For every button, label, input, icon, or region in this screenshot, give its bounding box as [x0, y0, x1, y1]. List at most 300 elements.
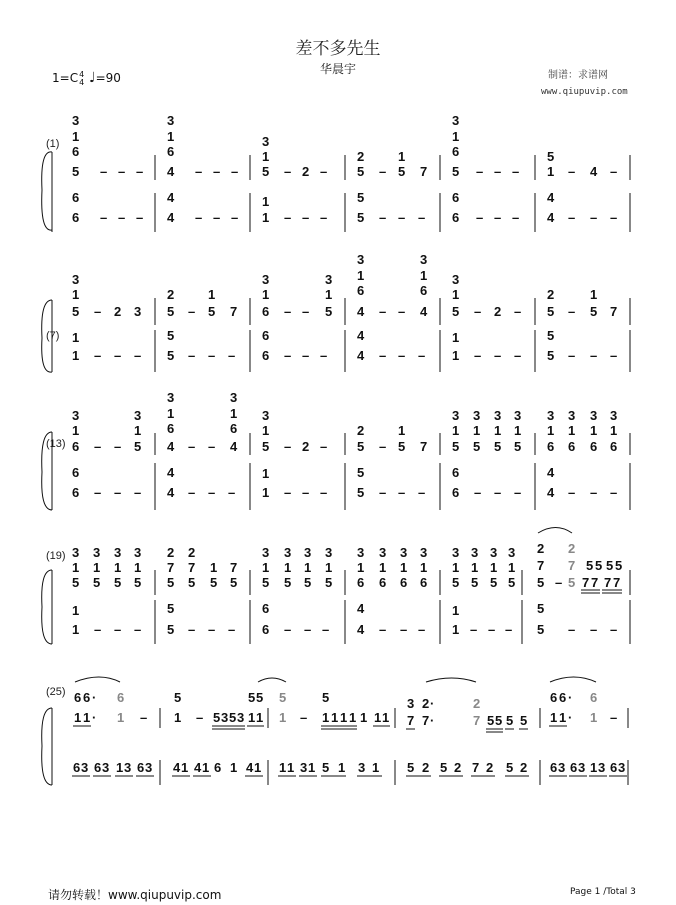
svg-text:6: 6: [452, 210, 460, 225]
svg-text:2: 2: [547, 287, 555, 302]
svg-text:1: 1: [452, 622, 460, 637]
svg-text:3: 3: [420, 545, 428, 560]
notes-system-5: [73, 690, 625, 775]
svg-text:1: 1: [72, 560, 80, 575]
svg-text:5: 5: [114, 575, 122, 590]
svg-text:6: 6: [400, 575, 408, 590]
svg-text:5: 5: [93, 575, 101, 590]
svg-text:5: 5: [495, 713, 503, 728]
svg-text:–: –: [228, 485, 236, 500]
svg-text:6: 6: [379, 575, 387, 590]
svg-text:–: –: [114, 439, 122, 454]
svg-text:5: 5: [494, 439, 502, 454]
svg-text:5: 5: [407, 760, 415, 775]
svg-text:–: –: [379, 348, 387, 363]
svg-text:–: –: [94, 439, 102, 454]
svg-text:–: –: [284, 622, 292, 637]
svg-text:5: 5: [248, 690, 256, 705]
svg-text:1: 1: [72, 287, 80, 302]
svg-text:2: 2: [473, 696, 481, 711]
svg-text:4: 4: [167, 164, 175, 179]
svg-text:7: 7: [613, 575, 621, 590]
svg-text:·: ·: [568, 710, 573, 725]
svg-text:5: 5: [72, 164, 80, 179]
svg-text:1: 1: [210, 560, 218, 575]
svg-text:–: –: [379, 210, 387, 225]
svg-text:6: 6: [357, 575, 365, 590]
svg-text:–: –: [188, 304, 196, 319]
svg-text:5: 5: [210, 575, 218, 590]
svg-text:–: –: [213, 164, 221, 179]
svg-text:5: 5: [357, 465, 365, 480]
svg-text:6: 6: [590, 439, 598, 454]
svg-text:1: 1: [547, 423, 555, 438]
svg-text:–: –: [188, 439, 196, 454]
svg-text:6: 6: [590, 690, 598, 705]
svg-text:5: 5: [547, 328, 555, 343]
svg-text:2: 2: [114, 304, 122, 319]
svg-text:5: 5: [174, 690, 182, 705]
svg-text:–: –: [94, 622, 102, 637]
svg-text:–: –: [494, 210, 502, 225]
svg-text:7: 7: [230, 560, 238, 575]
svg-text:–: –: [284, 439, 292, 454]
svg-text:6: 6: [420, 575, 428, 590]
svg-text:5: 5: [490, 575, 498, 590]
svg-text:–: –: [610, 622, 618, 637]
svg-text:–: –: [284, 348, 292, 363]
svg-text:3: 3: [93, 545, 101, 560]
svg-text:1: 1: [202, 760, 210, 775]
svg-text:6: 6: [452, 190, 460, 205]
svg-text:2: 2: [494, 304, 502, 319]
svg-text:–: –: [284, 164, 292, 179]
svg-text:–: –: [379, 622, 387, 637]
song-title: 差不多先生: [295, 39, 381, 59]
svg-text:4: 4: [547, 190, 555, 205]
svg-text:6: 6: [72, 210, 80, 225]
measure-label: (25): [46, 686, 66, 698]
svg-text:1: 1: [398, 149, 406, 164]
svg-text:1: 1: [590, 710, 598, 725]
svg-text:7: 7: [188, 560, 196, 575]
svg-text:1: 1: [248, 710, 256, 725]
svg-text:4: 4: [167, 210, 175, 225]
svg-text:–: –: [505, 622, 513, 637]
svg-text:–: –: [322, 622, 330, 637]
svg-text:3: 3: [558, 760, 566, 775]
svg-text:3: 3: [452, 408, 460, 423]
svg-text:1: 1: [262, 210, 270, 225]
svg-text:3: 3: [452, 545, 460, 560]
svg-text:5: 5: [615, 558, 623, 573]
svg-text:3: 3: [134, 408, 142, 423]
svg-text:–: –: [398, 485, 406, 500]
svg-text:6: 6: [137, 760, 145, 775]
svg-text:1: 1: [398, 423, 406, 438]
svg-text:1: 1: [349, 710, 357, 725]
svg-text:3: 3: [102, 760, 110, 775]
svg-text:5: 5: [568, 575, 576, 590]
svg-text:6: 6: [117, 690, 125, 705]
svg-text:–: –: [379, 164, 387, 179]
svg-text:1: 1: [134, 560, 142, 575]
svg-text:–: –: [114, 622, 122, 637]
svg-text:–: –: [302, 485, 310, 500]
svg-text:3: 3: [81, 760, 89, 775]
svg-text:3: 3: [221, 710, 229, 725]
svg-text:–: –: [208, 348, 216, 363]
svg-text:–: –: [514, 485, 522, 500]
svg-text:5: 5: [537, 601, 545, 616]
svg-text:–: –: [568, 485, 576, 500]
svg-text:6: 6: [72, 485, 80, 500]
svg-text:7: 7: [610, 304, 618, 319]
svg-text:–: –: [100, 164, 108, 179]
svg-text:–: –: [100, 210, 108, 225]
svg-text:–: –: [118, 210, 126, 225]
svg-text:–: –: [304, 622, 312, 637]
svg-text:3: 3: [124, 760, 132, 775]
svg-text:1: 1: [382, 710, 390, 725]
svg-text:1: 1: [83, 710, 91, 725]
svg-text:1: 1: [181, 760, 189, 775]
svg-text:5: 5: [473, 439, 481, 454]
svg-text:5: 5: [452, 304, 460, 319]
svg-text:–: –: [320, 485, 328, 500]
svg-text:–: –: [379, 439, 387, 454]
svg-text:–: –: [320, 439, 328, 454]
svg-text:1: 1: [331, 710, 339, 725]
svg-text:3: 3: [452, 272, 460, 287]
svg-text:6: 6: [74, 690, 82, 705]
svg-text:5: 5: [586, 558, 594, 573]
svg-text:4: 4: [246, 760, 254, 775]
svg-text:2: 2: [302, 439, 310, 454]
svg-text:6: 6: [230, 421, 238, 436]
svg-text:5: 5: [229, 710, 237, 725]
svg-text:4: 4: [547, 485, 555, 500]
svg-text:2: 2: [486, 760, 494, 775]
svg-text:–: –: [213, 210, 221, 225]
svg-text:5: 5: [230, 575, 238, 590]
svg-text:1: 1: [610, 423, 618, 438]
measure-label: (13): [46, 438, 66, 450]
svg-text:3: 3: [508, 545, 516, 560]
svg-text:4: 4: [230, 439, 238, 454]
svg-text:–: –: [610, 164, 618, 179]
svg-text:6: 6: [262, 348, 270, 363]
svg-text:5: 5: [213, 710, 221, 725]
svg-text:6: 6: [72, 144, 80, 159]
svg-text:5: 5: [357, 164, 365, 179]
svg-text:3: 3: [230, 390, 238, 405]
svg-text:7: 7: [420, 439, 428, 454]
svg-text:4: 4: [167, 465, 175, 480]
measure-label: (1): [46, 138, 60, 150]
svg-text:1: 1: [230, 760, 238, 775]
svg-text:–: –: [610, 485, 618, 500]
svg-text:·: ·: [430, 696, 435, 711]
svg-text:1: 1: [420, 560, 428, 575]
svg-text:–: –: [208, 485, 216, 500]
site-url: www.qiupuvip.com: [541, 87, 628, 97]
svg-text:1: 1: [452, 330, 460, 345]
svg-text:–: –: [568, 622, 576, 637]
svg-text:1: 1: [374, 710, 382, 725]
svg-text:3: 3: [114, 545, 122, 560]
measure-label: (19): [46, 550, 66, 562]
svg-text:–: –: [474, 348, 482, 363]
svg-text:–: –: [284, 485, 292, 500]
svg-text:–: –: [400, 622, 408, 637]
svg-text:5: 5: [471, 575, 479, 590]
svg-text:–: –: [476, 210, 484, 225]
svg-text:5: 5: [547, 149, 555, 164]
svg-text:–: –: [188, 348, 196, 363]
svg-text:1: 1: [72, 622, 80, 637]
svg-text:1: 1: [325, 287, 333, 302]
svg-text:1: 1: [473, 423, 481, 438]
svg-text:3: 3: [325, 545, 333, 560]
svg-text:5: 5: [506, 760, 514, 775]
svg-text:7: 7: [230, 304, 238, 319]
svg-text:–: –: [418, 348, 426, 363]
svg-text:1: 1: [72, 129, 80, 144]
svg-text:–: –: [398, 304, 406, 319]
svg-text:–: –: [494, 485, 502, 500]
svg-text:5: 5: [590, 304, 598, 319]
svg-text:6: 6: [262, 328, 270, 343]
svg-text:6: 6: [357, 283, 365, 298]
svg-text:–: –: [488, 622, 496, 637]
svg-text:3: 3: [262, 134, 270, 149]
svg-text:1: 1: [114, 560, 122, 575]
svg-text:1: 1: [357, 560, 365, 575]
svg-text:–: –: [494, 348, 502, 363]
svg-text:3: 3: [400, 545, 408, 560]
svg-text:6: 6: [452, 144, 460, 159]
svg-text:3: 3: [262, 545, 270, 560]
svg-text:5: 5: [256, 690, 264, 705]
svg-text:2: 2: [422, 760, 430, 775]
svg-text:–: –: [134, 622, 142, 637]
svg-text:3: 3: [72, 113, 80, 128]
svg-text:3: 3: [618, 760, 626, 775]
svg-text:6: 6: [559, 690, 567, 705]
time-top: 4: [79, 69, 85, 79]
svg-text:7: 7: [537, 558, 545, 573]
svg-text:3: 3: [473, 408, 481, 423]
svg-text:5: 5: [279, 690, 287, 705]
svg-text:3: 3: [72, 408, 80, 423]
svg-text:1: 1: [452, 423, 460, 438]
svg-text:–: –: [140, 710, 148, 725]
svg-text:1: 1: [262, 560, 270, 575]
svg-text:–: –: [379, 485, 387, 500]
svg-text:5: 5: [357, 210, 365, 225]
svg-text:–: –: [188, 485, 196, 500]
key-prefix: 1=C: [52, 71, 79, 85]
svg-text:3: 3: [304, 545, 312, 560]
svg-text:1: 1: [72, 423, 80, 438]
svg-text:7: 7: [604, 575, 612, 590]
svg-text:6: 6: [610, 439, 618, 454]
svg-text:–: –: [320, 348, 328, 363]
svg-text:6: 6: [83, 690, 91, 705]
svg-text:–: –: [590, 485, 598, 500]
svg-text:3: 3: [72, 272, 80, 287]
svg-text:1: 1: [379, 560, 387, 575]
svg-text:5: 5: [167, 622, 175, 637]
svg-text:1: 1: [208, 287, 216, 302]
svg-text:·: ·: [430, 713, 435, 728]
svg-text:1: 1: [167, 406, 175, 421]
svg-text:2: 2: [357, 423, 365, 438]
svg-text:–: –: [379, 304, 387, 319]
svg-text:1: 1: [420, 268, 428, 283]
svg-text:6: 6: [94, 760, 102, 775]
svg-text:3: 3: [237, 710, 245, 725]
svg-text:3: 3: [490, 545, 498, 560]
svg-text:–: –: [494, 164, 502, 179]
time-bottom: 4: [79, 77, 85, 87]
svg-text:–: –: [590, 210, 598, 225]
svg-text:–: –: [118, 164, 126, 179]
svg-text:5: 5: [188, 575, 196, 590]
svg-text:1: 1: [262, 194, 270, 209]
svg-text:6: 6: [72, 439, 80, 454]
svg-text:–: –: [590, 622, 598, 637]
svg-text:6: 6: [167, 144, 175, 159]
svg-text:1: 1: [360, 710, 368, 725]
svg-text:1: 1: [590, 423, 598, 438]
svg-text:5: 5: [357, 485, 365, 500]
svg-text:5: 5: [72, 575, 80, 590]
svg-text:–: –: [476, 164, 484, 179]
svg-text:3: 3: [325, 272, 333, 287]
svg-text:1: 1: [550, 710, 558, 725]
svg-text:–: –: [512, 164, 520, 179]
svg-text:–: –: [284, 304, 292, 319]
svg-text:5: 5: [398, 164, 406, 179]
svg-text:–: –: [514, 348, 522, 363]
svg-text:5: 5: [452, 164, 460, 179]
tempo: =90: [95, 71, 121, 85]
svg-text:–: –: [568, 304, 576, 319]
svg-text:–: –: [568, 210, 576, 225]
svg-text:2: 2: [520, 760, 528, 775]
svg-text:3: 3: [578, 760, 586, 775]
svg-text:5: 5: [284, 575, 292, 590]
svg-text:5: 5: [208, 304, 216, 319]
svg-text:4: 4: [167, 485, 175, 500]
svg-text:2: 2: [188, 545, 196, 560]
svg-text:3: 3: [145, 760, 153, 775]
svg-text:–: –: [228, 348, 236, 363]
svg-text:–: –: [114, 485, 122, 500]
svg-text:–: –: [302, 348, 310, 363]
svg-text:–: –: [94, 485, 102, 500]
svg-text:4: 4: [357, 601, 365, 616]
svg-text:1: 1: [514, 423, 522, 438]
svg-text:–: –: [398, 210, 406, 225]
svg-text:6: 6: [550, 690, 558, 705]
svg-text:4: 4: [357, 622, 365, 637]
svg-text:7: 7: [472, 760, 480, 775]
svg-text:6: 6: [568, 439, 576, 454]
svg-text:1: 1: [308, 760, 316, 775]
svg-text:2: 2: [167, 545, 175, 560]
svg-text:1: 1: [117, 710, 125, 725]
svg-text:6: 6: [73, 760, 81, 775]
svg-text:–: –: [514, 304, 522, 319]
svg-text:4: 4: [547, 210, 555, 225]
svg-text:–: –: [610, 348, 618, 363]
svg-text:·: ·: [92, 710, 97, 725]
svg-text:3: 3: [568, 408, 576, 423]
svg-text:5: 5: [547, 348, 555, 363]
svg-text:–: –: [568, 164, 576, 179]
svg-text:5: 5: [322, 760, 330, 775]
svg-text:1: 1: [508, 560, 516, 575]
svg-text:1: 1: [322, 710, 330, 725]
svg-text:5: 5: [514, 439, 522, 454]
svg-text:–: –: [188, 622, 196, 637]
svg-text:·: ·: [92, 690, 97, 705]
svg-text:4: 4: [194, 760, 202, 775]
svg-text:3: 3: [284, 545, 292, 560]
svg-text:1: 1: [134, 423, 142, 438]
svg-text:1: 1: [452, 287, 460, 302]
svg-text:6: 6: [214, 760, 222, 775]
svg-text:1: 1: [471, 560, 479, 575]
score-maker: 制谱：求谱网: [548, 70, 608, 81]
svg-text:–: –: [195, 210, 203, 225]
svg-text:3: 3: [471, 545, 479, 560]
svg-text:3: 3: [300, 760, 308, 775]
svg-text:1: 1: [262, 485, 270, 500]
svg-text:7: 7: [422, 713, 430, 728]
svg-text:–: –: [590, 348, 598, 363]
svg-text:5: 5: [167, 601, 175, 616]
svg-text:1: 1: [452, 560, 460, 575]
svg-text:1: 1: [340, 710, 348, 725]
svg-text:5: 5: [262, 575, 270, 590]
svg-text:–: –: [320, 210, 328, 225]
svg-text:3: 3: [134, 545, 142, 560]
svg-text:6: 6: [262, 601, 270, 616]
svg-text:5: 5: [325, 575, 333, 590]
svg-text:6: 6: [167, 421, 175, 436]
svg-text:3: 3: [357, 252, 365, 267]
svg-text:2: 2: [167, 287, 175, 302]
svg-text:5: 5: [440, 760, 448, 775]
svg-text:1: 1: [490, 560, 498, 575]
svg-text:6: 6: [610, 760, 618, 775]
svg-text:6: 6: [550, 760, 558, 775]
svg-text:1: 1: [262, 287, 270, 302]
svg-text:5: 5: [325, 304, 333, 319]
svg-text:–: –: [568, 348, 576, 363]
svg-text:2: 2: [357, 149, 365, 164]
svg-text:1: 1: [590, 287, 598, 302]
svg-text:5: 5: [357, 439, 365, 454]
svg-text:5: 5: [134, 575, 142, 590]
svg-text:5: 5: [595, 558, 603, 573]
svg-text:–: –: [134, 485, 142, 500]
svg-text:–: –: [555, 575, 563, 590]
